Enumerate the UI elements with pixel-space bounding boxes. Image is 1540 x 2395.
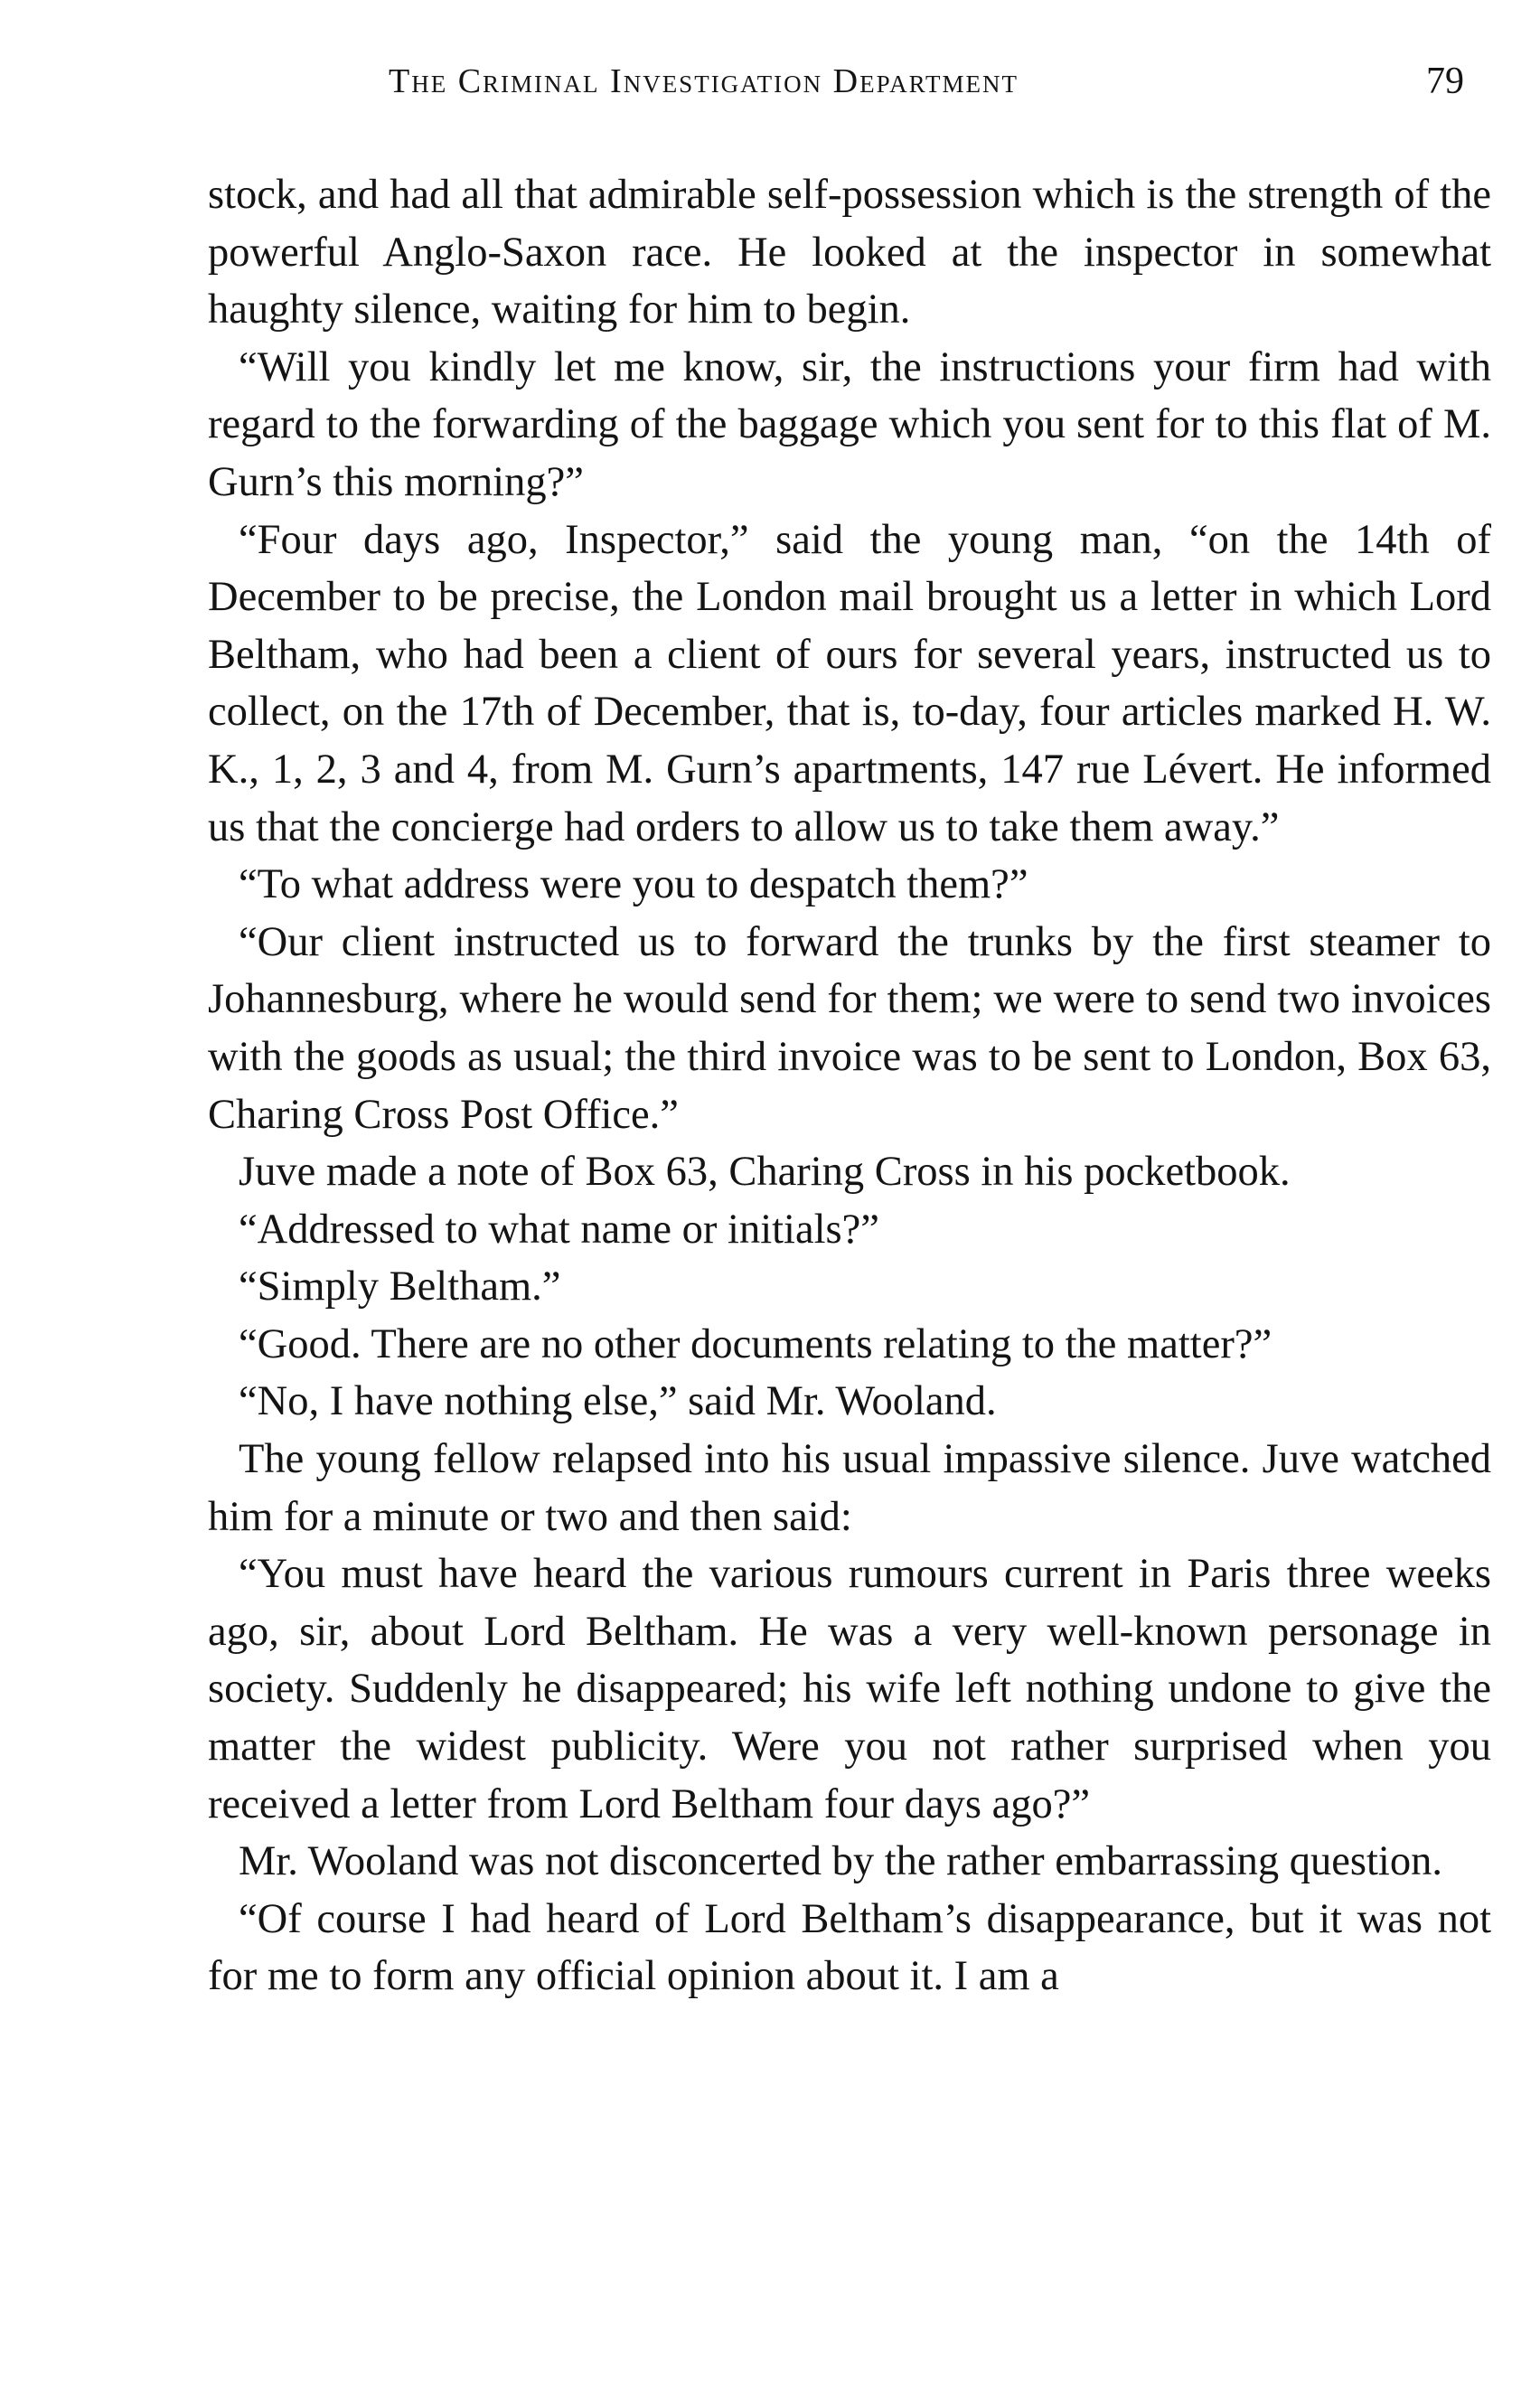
paragraph: “Good. There are no other documents relating to the matter?” <box>239 1320 1272 1367</box>
paragraph: “No, I have nothing else,” said Mr. Wooland. <box>239 1378 997 1425</box>
paragraph: “You must have heard the various rumours current in Paris three weeks ago, sir, about Lord Beltham. He was a very well-known personage in society. Suddenly he disappeared; his wife left nothing undone to give the matter the widest publicity. Were you not rather surprised when you received a letter from Lord Beltham four days ago?” <box>208 1551 1491 1827</box>
paragraph: “To what address were you to despatch them?” <box>239 861 1028 908</box>
paragraph: “Our client instructed us to forward the trunks by the first steamer to Johannesburg, where he would send for them; we were to send two invoices with the goods as usual; the third invoice was to be sent to London, Box 63, Charing Cross Post Office.” <box>208 918 1491 1138</box>
page-number: 79 <box>1426 61 1464 102</box>
paragraph: “Four days ago, Inspector,” said the young man, “on the 14th of December to be precise, the London mail brought us a letter in which Lord Beltham, who had been a client of ours for several years, instructed us to collect, on the 17th of December, that is, to-day, four articles marked H. W. K., 1, 2, 3 and 4, from M. Gurn’s apartments, 147 rue Lévert. He informed us that the concierge had orders to allow us to take them away.” <box>208 516 1491 850</box>
paragraph: “Addressed to what name or initials?” <box>239 1206 879 1253</box>
paragraph-continued: stock, and had all that admirable self-possession which is the strength of the powerful Anglo-Saxon race. He looked at the inspector in somewhat haughty silence, waiting for him to begin. <box>208 172 1491 333</box>
body-text <box>208 166 1491 2005</box>
paragraph: “Simply Beltham.” <box>239 1263 561 1310</box>
paragraph: Juve made a note of Box 63, Charing Cross in his pocketbook. <box>239 1149 1291 1196</box>
running-head <box>208 54 1491 108</box>
running-title: The Criminal Investigation Department <box>389 62 1019 100</box>
paragraph: Mr. Wooland was not disconcerted by the rather embarrassing question. <box>239 1838 1442 1885</box>
paragraph: “Will you kindly let me know, sir, the instructions your firm had with regard to the forwarding of the baggage which you sent for to this flat of M. Gurn’s this morning?” <box>208 343 1491 505</box>
paragraph: The young fellow relapsed into his usual impassive silence. Juve watched him for a minute or two and then said: <box>208 1436 1491 1540</box>
paragraph: “Of course I had heard of Lord Beltham’s disappearance, but it was not for me to form any official opinion about it. I am a <box>208 1895 1491 2000</box>
